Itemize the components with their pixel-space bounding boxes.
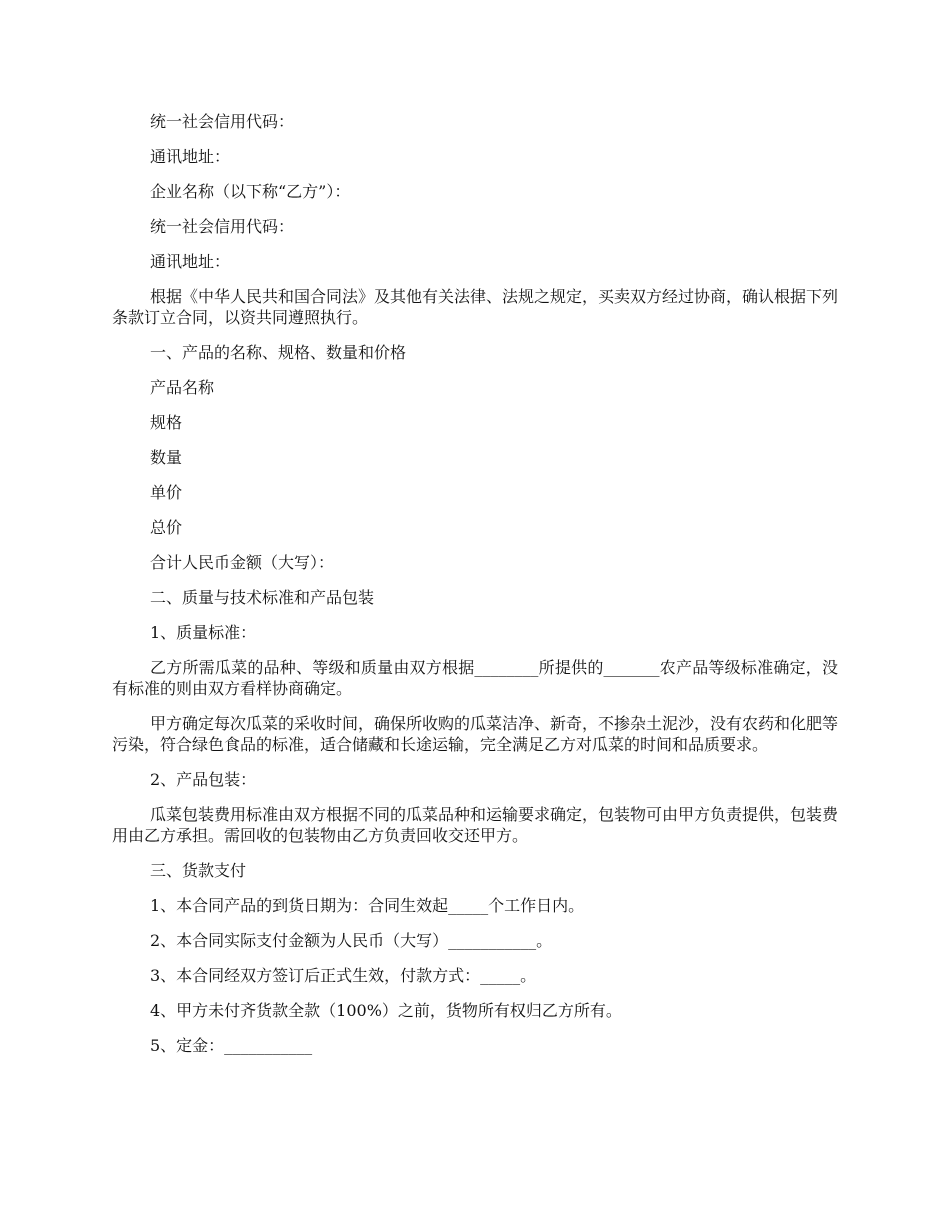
section-heading-payment: 三、货款支付 — [150, 861, 247, 880]
clause-payment-method: 3、本合同经双方签订后正式生效，付款方式：_____。 — [150, 966, 537, 985]
product-unit-price-label: 单价 — [150, 483, 183, 502]
clause-payment-amount: 2、本合同实际支付金额为人民币（大写）___________。 — [150, 931, 553, 950]
clause-deposit: 5、定金：___________ — [150, 1036, 313, 1055]
field-address-party-b: 通讯地址： — [150, 252, 231, 271]
product-total-price-label: 总价 — [150, 518, 183, 537]
product-spec-label: 规格 — [150, 413, 183, 432]
clause-harvest-quality: 甲方确定每次瓜菜的采收时间，确保所收购的瓜菜洁净、新奇，不掺杂土泥沙，没有农药和化肥等污染，符合绿色食品的标准，适合储藏和长途运输，完全满足乙方对瓜菜的时间和品质要求。 — [112, 714, 839, 754]
contract-preamble: 根据《中华人民共和国合同法》及其他有关法律、法规之规定，买卖双方经过协商，确认根据下列条款订立合同，以资共同遵照执行。 — [112, 287, 839, 327]
field-credit-code-party-b: 统一社会信用代码： — [150, 217, 295, 236]
product-name-label: 产品名称 — [150, 378, 215, 397]
product-quantity-label: 数量 — [150, 448, 183, 467]
subheading-packaging: 2、产品包装： — [150, 770, 257, 789]
clause-delivery-date: 1、本合同产品的到货日期为：合同生效起_____个工作日内。 — [150, 896, 585, 915]
section-heading-product: 一、产品的名称、规格、数量和价格 — [150, 343, 407, 362]
field-address-party-a: 通讯地址： — [150, 147, 231, 166]
field-company-name-party-b: 企业名称（以下称“乙方”）： — [150, 182, 351, 201]
clause-packaging: 瓜菜包装费用标准由双方根据不同的瓜菜品种和运输要求确定，包装物可由甲方负责提供，包装费用由乙方承担。需回收的包装物由乙方负责回收交还甲方。 — [112, 805, 839, 845]
field-credit-code-party-a: 统一社会信用代码： — [150, 112, 295, 131]
total-amount-label: 合计人民币金额（大写）： — [150, 553, 335, 572]
clause-ownership: 4、甲方未付齐货款全款（100%）之前，货物所有权归乙方所有。 — [150, 1001, 622, 1020]
subheading-quality-standard: 1、质量标准： — [150, 623, 257, 642]
clause-quality-standard: 乙方所需瓜菜的品种、等级和质量由双方根据________所提供的_______农产品等级标准确定，没有标准的则由双方看样协商确定。 — [112, 658, 838, 698]
section-heading-quality: 二、质量与技术标准和产品包装 — [150, 588, 375, 607]
